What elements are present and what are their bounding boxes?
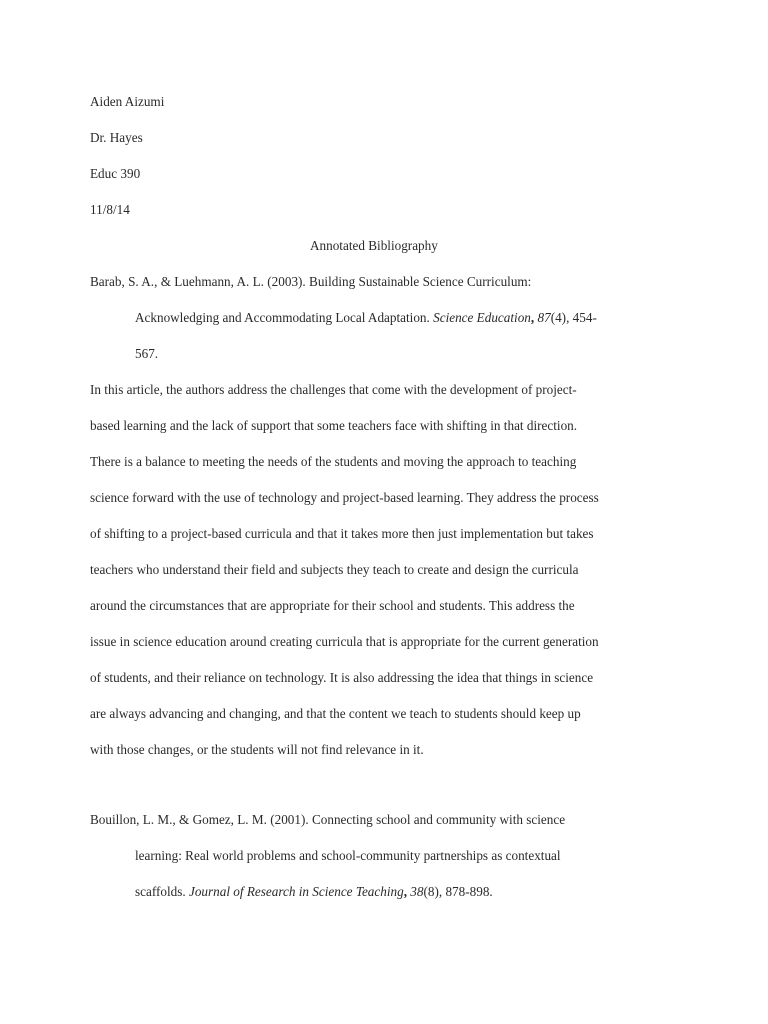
annotation-line: In this article, the authors address the challenges that come with the development of project-	[90, 382, 577, 397]
citation-2-text: scaffolds.	[135, 884, 189, 899]
annotation-line: of shifting to a project-based curricula and that it takes more then just implementation but takes	[90, 526, 594, 541]
citation-1-line-2	[135, 310, 597, 326]
annotation-line: around the circumstances that are appropriate for their school and students. This address the	[90, 598, 575, 613]
citation-1-comma: ,	[530, 310, 535, 325]
citation-2-line-2: learning: Real world problems and school-community partnerships as contextual	[135, 848, 561, 863]
citation-2-comma: ,	[403, 884, 407, 899]
citation-2-line-3	[135, 884, 493, 900]
citation-1-line-3: 567.	[135, 346, 159, 361]
annotation-line: of students, and their reliance on technology. It is also addressing the idea that things in science	[90, 670, 594, 685]
instructor-name: Dr. Hayes	[90, 130, 143, 145]
annotation-line: issue in science education around creating curricula that is appropriate for the current generation	[90, 634, 599, 649]
annotation-line: with those changes, or the students will not find relevance in it.	[90, 742, 424, 757]
citation-1-journal: Science Education	[433, 310, 531, 325]
citation-1-text: Acknowledging and Accommodating Local Adaptation.	[135, 310, 434, 325]
citation-2-volume: 38	[407, 884, 424, 899]
document-date: 11/8/14	[90, 202, 130, 217]
annotation-line: based learning and the lack of support that some teachers face with shifting in that direction.	[90, 418, 578, 433]
citation-2-line-1: Bouillon, L. M., & Gomez, L. M. (2001). Connecting school and community with science	[90, 812, 566, 827]
citation-1-issue-pages: (4), 454-	[550, 310, 597, 325]
citation-2-journal: Journal of Research in Science Teaching	[188, 884, 404, 899]
annotation-line: are always advancing and changing, and that the content we teach to students should keep up	[90, 706, 581, 721]
annotation-line: teachers who understand their field and subjects they teach to create and design the curricula	[90, 562, 579, 577]
citation-1-line-1: Barab, S. A., & Luehmann, A. L. (2003). Building Sustainable Science Curriculum:	[90, 274, 532, 289]
annotation-line: There is a balance to meeting the needs of the students and moving the approach to teaching	[90, 454, 577, 469]
citation-1-volume: 87	[534, 310, 551, 325]
course-code: Educ 390	[90, 166, 141, 181]
document-title: Annotated Bibliography	[310, 238, 438, 253]
annotation-line: science forward with the use of technology and project-based learning. They address the process	[90, 490, 599, 505]
student-name: Aiden Aizumi	[90, 94, 165, 109]
citation-2-issue-pages: (8), 878-898.	[423, 884, 493, 899]
